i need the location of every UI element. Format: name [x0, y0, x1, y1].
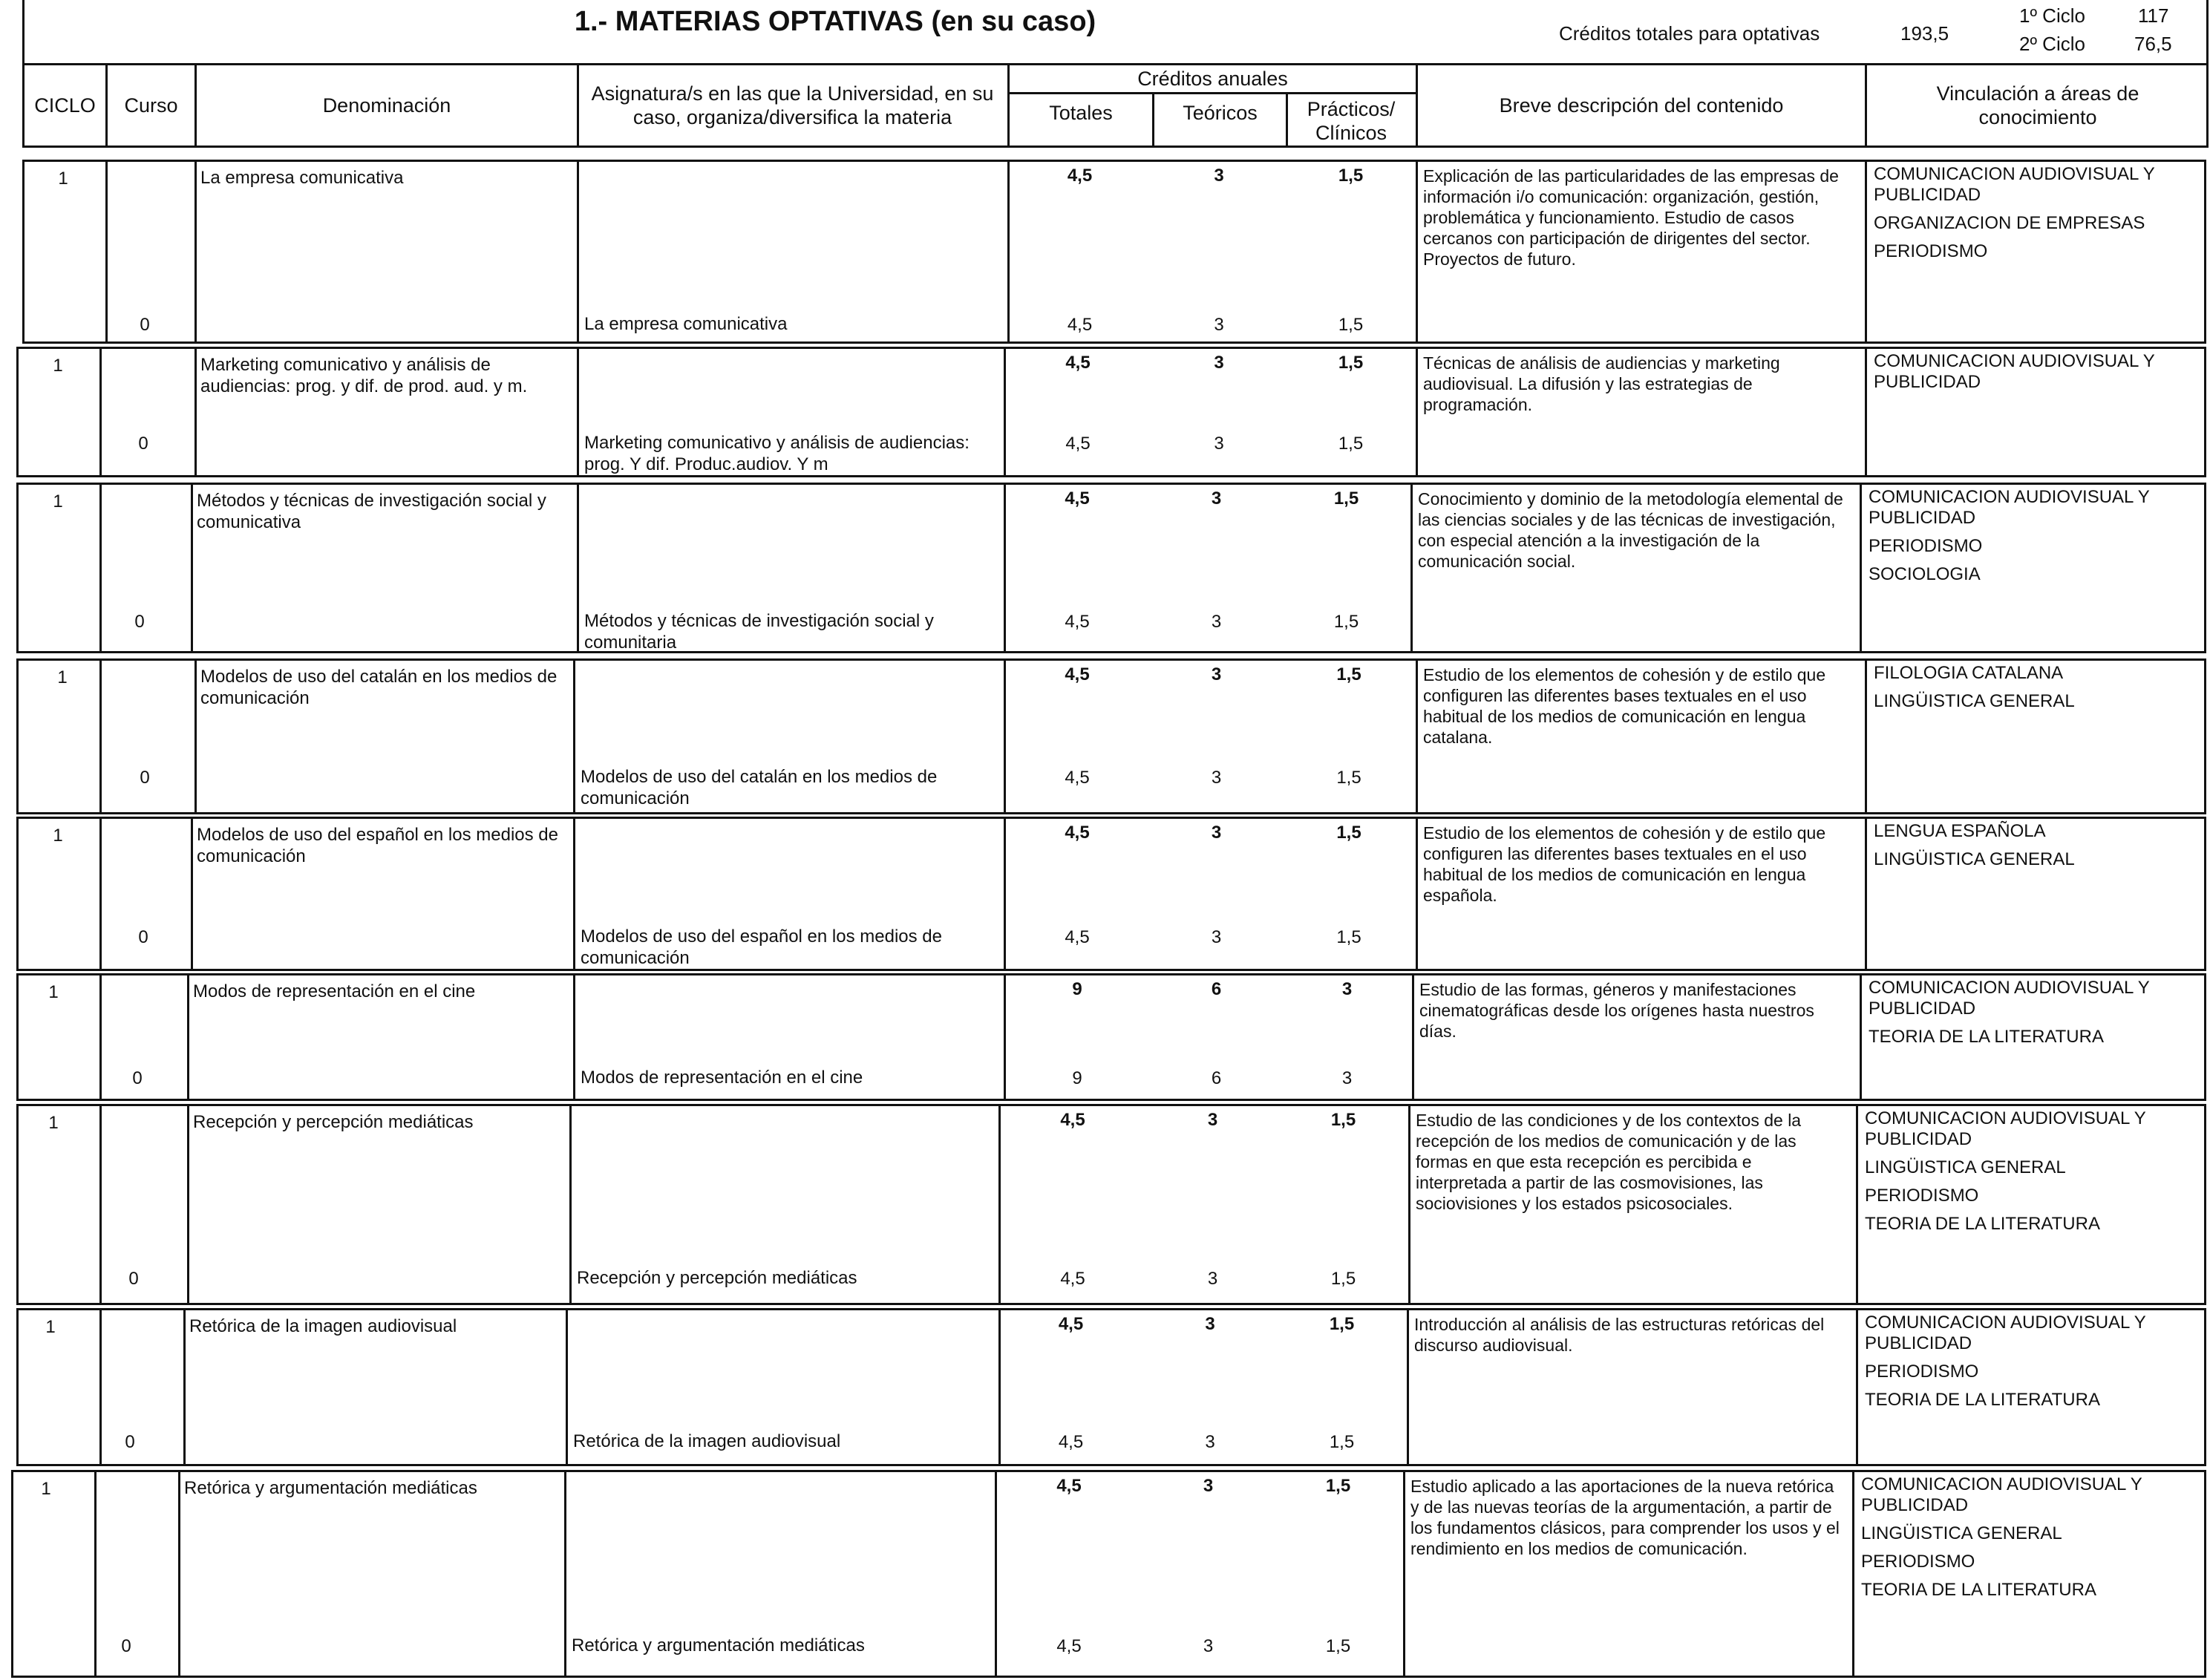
- practicos-cell: 1,5: [1336, 664, 1361, 684]
- rule: [105, 160, 108, 344]
- rule: [191, 483, 193, 653]
- asignatura-cell: Modelos de uso del catalán en los medios de comunicación: [581, 767, 938, 808]
- asignatura-cell: Modelos de uso del español en los medios de comunicación: [581, 926, 942, 968]
- rule: [22, 146, 2209, 148]
- rule: [2206, 0, 2209, 148]
- sub-totales-cell: 4,5: [1060, 1269, 1085, 1289]
- curso-cell: 0: [128, 1269, 139, 1289]
- practicos-cell: 1,5: [1338, 353, 1364, 373]
- descripcion-cell: Introducción al análisis de las estructuras retóricas del discurso audiovisual.: [1414, 1315, 1825, 1355]
- asignatura-cell: Retórica de la imagen audiovisual: [573, 1431, 841, 1451]
- descripcion-cell: Técnicas de análisis de audiencias y marketing audiovisual. La difusión y las estrategias de programación.: [1423, 353, 1780, 414]
- col-totales-header: Totales: [1049, 102, 1113, 124]
- rule: [99, 817, 102, 971]
- rule: [1407, 1308, 1409, 1466]
- sub-teoricos-cell: 3: [1211, 612, 1222, 632]
- sub-teoricos-cell: 3: [1205, 1432, 1215, 1452]
- area-item: TEORIA DE LA LITERATURA: [1869, 1027, 2104, 1047]
- col-asignatura-header: Asignatura/s en las que la Universidad, en su caso, organiza/diversifica la materia: [591, 82, 994, 128]
- rule: [194, 347, 197, 477]
- rule: [1865, 347, 1867, 477]
- rule: [573, 658, 575, 814]
- area-item: COMUNICACION AUDIOVISUAL Y PUBLICIDAD: [1869, 978, 2150, 1019]
- ciclo-cell: 1: [45, 1317, 56, 1337]
- practicos-cell: 1,5: [1333, 488, 1359, 509]
- rule: [99, 347, 102, 477]
- asignatura-cell: Modos de representación en el cine: [581, 1068, 863, 1088]
- rule: [577, 160, 579, 344]
- rule: [577, 63, 579, 148]
- rule: [1865, 63, 1867, 148]
- rule: [1416, 817, 1418, 971]
- asignatura-cell: Marketing comunicativo y análisis de audiencias: prog. Y dif. Produc.audiov. Y m: [584, 433, 970, 474]
- rule: [187, 973, 189, 1101]
- area-item: TEORIA DE LA LITERATURA: [1865, 1390, 2100, 1410]
- asignatura-cell: La empresa comunicativa: [584, 314, 788, 334]
- sub-practicos-cell: 1,5: [1338, 434, 1364, 454]
- rule: [573, 973, 575, 1101]
- curso-cell: 0: [138, 927, 148, 947]
- curso-cell: 0: [134, 612, 145, 632]
- rule: [1865, 658, 1867, 814]
- ciclo-cell: 1: [57, 667, 68, 687]
- rule: [1865, 160, 1867, 344]
- teoricos-cell: 3: [1211, 488, 1222, 509]
- asignatura-cell: Recepción y percepción mediáticas: [577, 1268, 857, 1288]
- rule: [99, 973, 102, 1101]
- rule: [1860, 973, 1862, 1101]
- rule: [194, 658, 197, 814]
- ciclo-cell: 1: [58, 169, 68, 189]
- denominacion-cell: Modelos de uso del catalán en los medios de comunicación: [200, 667, 558, 708]
- totales-cell: 4,5: [1060, 1110, 1085, 1130]
- rule: [1403, 1470, 1405, 1678]
- sub-practicos-cell: 1,5: [1336, 768, 1361, 788]
- area-item: PERIODISMO: [1865, 1362, 1979, 1382]
- area-item: PERIODISMO: [1865, 1186, 1979, 1206]
- denominacion-cell: Métodos y técnicas de investigación social y comunicativa: [197, 491, 546, 532]
- areas-list: [1869, 978, 2193, 1055]
- practicos-cell: 1,5: [1336, 823, 1361, 843]
- areas-list: [1869, 487, 2193, 592]
- practicos-cell: 1,5: [1330, 1110, 1356, 1130]
- rule: [564, 1470, 566, 1678]
- sub-totales-cell: 4,5: [1065, 612, 1090, 632]
- sub-practicos-cell: 1,5: [1338, 315, 1364, 335]
- teoricos-cell: 3: [1205, 1314, 1215, 1334]
- practicos-cell: 1,5: [1325, 1476, 1351, 1496]
- rule: [566, 1308, 568, 1466]
- denominacion-cell: Retórica de la imagen audiovisual: [189, 1316, 457, 1336]
- areas-list: [1874, 164, 2193, 269]
- teoricos-cell: 3: [1211, 823, 1222, 843]
- teoricos-cell: 6: [1211, 979, 1222, 999]
- rule: [183, 1308, 186, 1466]
- sub-teoricos-cell: 3: [1211, 927, 1222, 947]
- sub-teoricos-cell: 3: [1214, 434, 1224, 454]
- denominacion-cell: La empresa comunicativa: [200, 168, 404, 188]
- area-item: LINGÜISTICA GENERAL: [1865, 1157, 2066, 1177]
- rule: [99, 483, 102, 653]
- area-item: LINGÜISTICA GENERAL: [1874, 691, 2075, 711]
- descripcion-cell: Estudio de las formas, géneros y manifestaciones cinematográficas desde los orígenes hasta nuestros días.: [1419, 980, 1814, 1041]
- rule: [194, 160, 197, 344]
- ciclo-cell: 1: [53, 826, 63, 846]
- sub-teoricos-cell: 3: [1214, 315, 1224, 335]
- area-item: COMUNICACION AUDIOVISUAL Y PUBLICIDAD: [1861, 1474, 2142, 1515]
- curso-cell: 0: [140, 768, 150, 788]
- ciclo1-value: 117: [2138, 4, 2169, 27]
- col-practicos-header: Prácticos/ Clínicos: [1307, 98, 1396, 144]
- area-item: PERIODISMO: [1869, 536, 1983, 556]
- totales-cell: 4,5: [1065, 664, 1090, 684]
- ciclo-cell: 1: [53, 356, 63, 376]
- teoricos-cell: 3: [1214, 166, 1224, 186]
- rule: [99, 1104, 102, 1305]
- rule: [569, 1104, 572, 1305]
- area-item: COMUNICACION AUDIOVISUAL Y PUBLICIDAD: [1865, 1313, 2146, 1353]
- curso-cell: 0: [121, 1636, 131, 1656]
- areas-list: [1874, 821, 2193, 877]
- sub-teoricos-cell: 3: [1207, 1269, 1218, 1289]
- rule: [577, 347, 579, 477]
- area-item: SOCIOLOGIA: [1869, 564, 1981, 584]
- page-title: 1.- MATERIAS OPTATIVAS (en su caso): [574, 6, 1096, 37]
- practicos-cell: 3: [1341, 979, 1353, 999]
- sub-practicos-cell: 1,5: [1333, 612, 1359, 632]
- denominacion-cell: Marketing comunicativo y análisis de audiencias: prog. y dif. de prod. aud. y m.: [200, 355, 528, 396]
- ciclo-cell: 1: [41, 1479, 51, 1499]
- area-item: COMUNICACION AUDIOVISUAL Y PUBLICIDAD: [1874, 351, 2155, 392]
- rule: [178, 1470, 180, 1678]
- descripcion-cell: Conocimiento y dominio de la metodología elemental de las ciencias sociales y de las técnicas de investigación, con especial atención a la investigación de la comunicación social.: [1418, 489, 1843, 571]
- sub-practicos-cell: 1,5: [1329, 1432, 1355, 1452]
- ciclo2-label: 2º Ciclo: [2019, 33, 2085, 55]
- ciclo2-value: 76,5: [2134, 33, 2172, 55]
- descripcion-cell: Estudio de los elementos de cohesión y de estilo que configuren las diferentes bases textuales en el uso habitual de los medios de comunicación en lengua catalana.: [1423, 665, 1826, 747]
- rule: [191, 817, 193, 971]
- rule: [1412, 973, 1414, 1101]
- creditos-label: Créditos totales para optativas: [1559, 22, 1820, 45]
- rule: [1410, 483, 1413, 653]
- sub-totales-cell: 9: [1072, 1068, 1082, 1088]
- rule: [1856, 1104, 1858, 1305]
- totales-cell: 9: [1072, 979, 1082, 999]
- curso-cell: 0: [132, 1068, 143, 1088]
- descripcion-cell: Estudio de las condiciones y de los contextos de la recepción de los medios de comunicación y de las formas en que esta recepción es percibida e interpretada a partir de las cosmovisiones, las sociovisiones y los estados psicosociales.: [1416, 1111, 1802, 1213]
- area-item: PERIODISMO: [1861, 1552, 1975, 1572]
- areas-list: [1865, 1108, 2193, 1242]
- rule: [1416, 347, 1418, 477]
- totales-cell: 4,5: [1058, 1314, 1084, 1334]
- col-denominacion-header: Denominación: [322, 94, 451, 117]
- sub-totales-cell: 4,5: [1065, 768, 1090, 788]
- sub-totales-cell: 4,5: [1056, 1636, 1082, 1656]
- sub-totales-cell: 4,5: [1065, 927, 1090, 947]
- rule: [1408, 1104, 1410, 1305]
- col-creditos-header: Créditos anuales: [1137, 68, 1288, 90]
- asignatura-cell: Métodos y técnicas de investigación social y comunitaria: [584, 611, 934, 653]
- totales-cell: 4,5: [1065, 353, 1091, 373]
- areas-list: [1874, 351, 2193, 400]
- area-item: COMUNICACION AUDIOVISUAL Y PUBLICIDAD: [1874, 164, 2155, 205]
- denominacion-cell: Modos de representación en el cine: [193, 981, 476, 1001]
- descripcion-cell: Estudio aplicado a las aportaciones de la nueva retórica y de las nuevas teorías de la argumentación, a partir de los fundamentos clásicos, para comprender los usos y el rendimiento en los medios de comunicación.: [1410, 1477, 1840, 1558]
- col-vinculacion-header: Vinculación a áreas de conocimiento: [1936, 82, 2139, 128]
- sub-teoricos-cell: 3: [1211, 768, 1222, 788]
- ciclo1-label: 1º Ciclo: [2019, 4, 2085, 27]
- totales-cell: 4,5: [1067, 166, 1093, 186]
- sub-practicos-cell: 3: [1341, 1068, 1353, 1088]
- rule: [1856, 1308, 1858, 1466]
- sub-teoricos-cell: 3: [1203, 1636, 1214, 1656]
- rule: [1860, 483, 1862, 653]
- area-item: TEORIA DE LA LITERATURA: [1861, 1580, 2096, 1600]
- col-teoricos-header: Teóricos: [1183, 102, 1258, 124]
- sub-practicos-cell: 1,5: [1325, 1636, 1351, 1656]
- sub-totales-cell: 4,5: [1067, 315, 1093, 335]
- rule: [99, 1308, 102, 1466]
- ciclo-cell: 1: [48, 982, 59, 1002]
- descripcion-cell: Estudio de los elementos de cohesión y de estilo que configuren las diferentes bases textuales en el uso habitual de los medios de comunicación en lengua española.: [1423, 823, 1826, 905]
- descripcion-cell: Explicación de las particularidades de las empresas de información i/o comunicación: organización, gestión, problemática y funcionamiento. Estudio de casos cercanos con participación de dirigentes del sector. Proyectos de futuro.: [1423, 166, 1839, 269]
- denominacion-cell: Retórica y argumentación mediáticas: [184, 1478, 477, 1498]
- sub-teoricos-cell: 6: [1211, 1068, 1222, 1088]
- denominacion-cell: Modelos de uso del español en los medios de comunicación: [197, 825, 558, 866]
- area-item: LENGUA ESPAÑOLA: [1874, 821, 2046, 841]
- rule: [99, 658, 102, 814]
- teoricos-cell: 3: [1207, 1110, 1218, 1130]
- area-item: PERIODISMO: [1874, 241, 1988, 261]
- area-item: LINGÜISTICA GENERAL: [1861, 1523, 2062, 1543]
- totales-cell: 4,5: [1056, 1476, 1082, 1496]
- rule: [577, 483, 579, 653]
- asignatura-cell: Retórica y argumentación mediáticas: [572, 1635, 865, 1656]
- curso-cell: 0: [140, 315, 150, 335]
- rule: [1865, 817, 1867, 971]
- areas-list: [1861, 1474, 2193, 1608]
- teoricos-cell: 3: [1214, 353, 1224, 373]
- denominacion-cell: Recepción y percepción mediáticas: [193, 1112, 474, 1132]
- sub-totales-cell: 4,5: [1058, 1432, 1084, 1452]
- rule: [1286, 92, 1288, 148]
- ciclo-cell: 1: [48, 1113, 59, 1133]
- col-breve-header: Breve descripción del contenido: [1499, 94, 1784, 117]
- teoricos-cell: 3: [1211, 664, 1222, 684]
- ciclo-cell: 1: [53, 491, 63, 511]
- rule: [573, 817, 575, 971]
- sub-practicos-cell: 1,5: [1336, 927, 1361, 947]
- practicos-cell: 1,5: [1338, 166, 1364, 186]
- totales-cell: 4,5: [1065, 823, 1090, 843]
- sub-practicos-cell: 1,5: [1330, 1269, 1356, 1289]
- totales-cell: 4,5: [1065, 488, 1090, 509]
- area-item: FILOLOGIA CATALANA: [1874, 663, 2064, 683]
- rule: [187, 1104, 189, 1305]
- rule: [1416, 658, 1418, 814]
- areas-list: [1874, 663, 2193, 719]
- sub-totales-cell: 4,5: [1065, 434, 1091, 454]
- practicos-cell: 1,5: [1329, 1314, 1355, 1334]
- area-item: ORGANIZACION DE EMPRESAS: [1874, 213, 2145, 233]
- area-item: COMUNICACION AUDIOVISUAL Y PUBLICIDAD: [1869, 487, 2150, 528]
- teoricos-cell: 3: [1203, 1476, 1214, 1496]
- area-item: LINGÜISTICA GENERAL: [1874, 849, 2075, 869]
- area-item: COMUNICACION AUDIOVISUAL Y PUBLICIDAD: [1865, 1108, 2146, 1149]
- rule: [94, 1470, 97, 1678]
- rule: [1416, 160, 1418, 344]
- curso-cell: 0: [125, 1432, 135, 1452]
- col-ciclo-header: CICLO: [34, 94, 96, 117]
- curso-cell: 0: [138, 434, 148, 454]
- areas-list: [1865, 1313, 2193, 1418]
- area-item: TEORIA DE LA LITERATURA: [1865, 1214, 2100, 1234]
- creditos-total: 193,5: [1900, 22, 1949, 45]
- rule: [1852, 1470, 1854, 1678]
- col-curso-header: Curso: [124, 94, 178, 117]
